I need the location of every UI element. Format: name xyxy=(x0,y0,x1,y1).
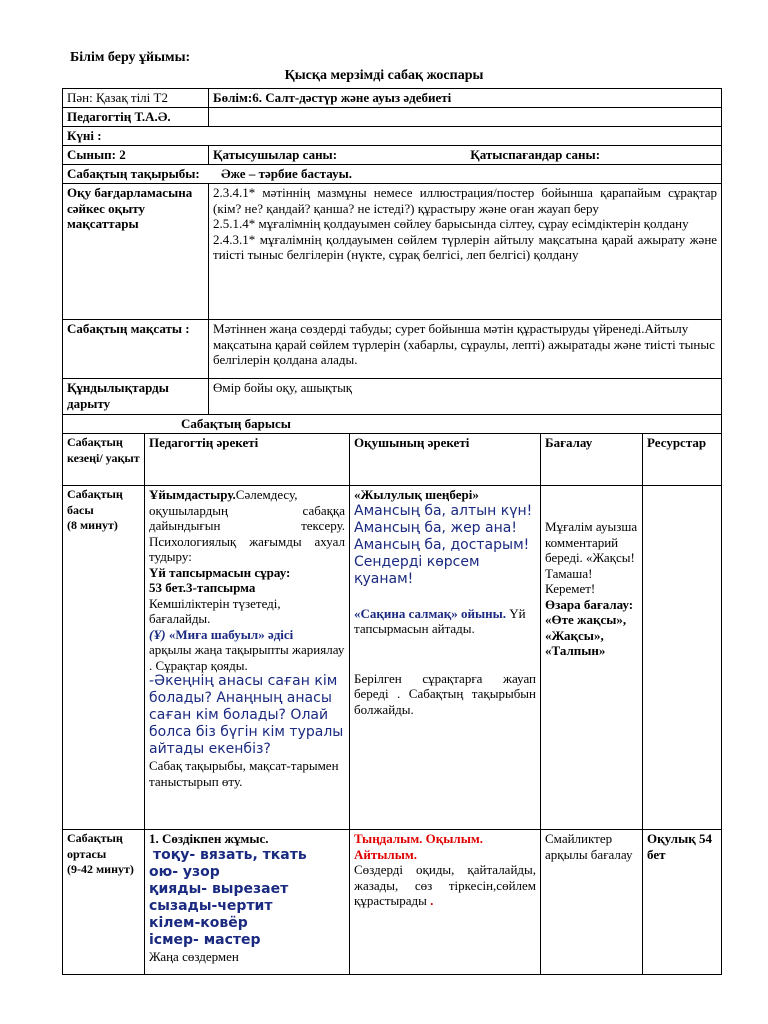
header-assessment: Бағалау xyxy=(541,434,643,486)
greeting-line: Амансың ба, жер ана! xyxy=(354,519,517,536)
grade-label: Сынып: 2 xyxy=(63,146,209,165)
header-stage: Сабақтың кезеңі/ уақыт xyxy=(63,434,145,486)
skills-heading: Тыңдалым. Оқылым. xyxy=(354,831,483,846)
goal-text: Мәтіннен жаңа сөздерді табуды; сурет бойынша мәтін құрастыруды үйренеді.Айтылу мақсатына қарай сөйлем түрлерін (хабарлы, сұраулы, лепті) ажыратады және тиісті тыныс белгілерін қолдана алады. xyxy=(209,320,722,379)
section-cell: Бөлім:6. Салт-дәстүр және ауыз әдебиеті xyxy=(209,89,722,108)
objectives-list xyxy=(209,184,722,320)
stage-start-time: (8 минут) xyxy=(67,518,118,532)
lesson-plan-table xyxy=(62,88,722,975)
vocab-word: ою- узор xyxy=(149,863,220,880)
stage-start-name: Сабақтың басы xyxy=(67,487,123,517)
values-label: Құндылықтарды дарыту xyxy=(63,379,209,415)
objectives-label: Оқу бағдарламасына сәйкес оқыту мақсаттары xyxy=(63,184,209,320)
student-vocab-text: Сөздерді оқиды, қайталайды, жазады, сөз тіркесін,сөйлем құрастырады xyxy=(354,862,537,908)
peer-assessment-scale: «Өте жақсы», «Жақсы», «Талпын» xyxy=(545,612,627,658)
greeting-line: Амансың ба, алтын күн! xyxy=(354,502,533,519)
stage-middle-name: Сабақтың ортасы xyxy=(67,831,123,861)
peer-assessment-heading: Өзара бағалау: xyxy=(545,596,634,612)
header-teacher-action: Педагогтің әрекеті xyxy=(145,434,350,486)
teacher-question: -Әкеңнің анасы саған кім болады? Анаңның анасы саған кім болады? Олай болса біз бүгін кім туралы айтады екенбіз? xyxy=(149,673,344,757)
vocab-word: қияды- вырезает xyxy=(149,880,289,897)
page-title: Қысқа мерзімді сабақ жоспары xyxy=(284,68,484,83)
homework-heading: Үй тапсырмасын сұрау: xyxy=(149,564,291,580)
greeting-line: Амансың ба, достарым! xyxy=(354,536,530,553)
topic-value: Әже – тәрбие бастауы. xyxy=(220,166,353,181)
vocab-word: тоқу- вязать, ткать xyxy=(153,846,307,863)
stage-middle-student xyxy=(350,830,541,975)
objective-item: 2.5.1.4* мұғалімнің қолдауымен сөйлеу барысында сілтеу, сұрау есімдіктерін қолдану xyxy=(213,216,689,231)
vocab-word: ісмер- мастер xyxy=(149,931,261,948)
stage-middle-time: (9-42 минут) xyxy=(67,862,134,876)
teacher-name-value xyxy=(209,108,722,127)
greeting-line: Сендерді көрсем қуанам! xyxy=(354,553,480,587)
teacher-name-label: Педагогтің Т.А.Ә. xyxy=(63,108,209,127)
stage-start-assessment xyxy=(541,486,643,830)
objective-item: 2.4.3.1* мұғалімнің қолдауымен сөйлем түрлерін айтылу мақсатына қарай ажырату және тиісті тыныс белгілерін (нүкте, сұрақ белгісі, леп белгісі) қолдану xyxy=(213,231,718,262)
method-code: (Ұ) xyxy=(149,626,166,642)
ring-game-title: «Сақина салмақ» ойыны. xyxy=(354,605,506,621)
stage-middle-resources: Оқулық 54 бет xyxy=(643,830,722,975)
attendance-cell xyxy=(209,146,722,165)
lesson-progress-title: Сабақтың барысы xyxy=(63,415,722,434)
ring-game-text: Үй тапсырмасын айтады. xyxy=(354,605,526,636)
student-answer-text: Берілген сұрақтарға жауап береді . Сабақтың тақырыбын болжайды. xyxy=(354,670,537,717)
objective-item: 2.3.4.1* мәтіннің мазмұны немесе иллюстрация/постер бойынша қарапайым сұрақтар (кім? не? қандай? қанша? не істеді?) құрастыру және оған жауап беру xyxy=(213,185,718,216)
topic-row xyxy=(63,165,722,184)
stage-start-resources xyxy=(643,486,722,830)
method-name: «Миға шабуыл» әдісі xyxy=(168,626,294,642)
homework-text: Кемшіліктерін түзетеді, бағалайды. xyxy=(149,595,281,626)
new-words-text: Жаңа сөздермен xyxy=(149,948,239,964)
stage-start-teacher xyxy=(145,486,350,830)
stage-middle-teacher xyxy=(145,830,350,975)
organization-label: Білім беру ұйымы: xyxy=(70,50,191,65)
stage-start-cell xyxy=(63,486,145,830)
date-label: Күні : xyxy=(63,127,722,146)
vocab-number: 1. xyxy=(149,831,159,846)
circle-activity-title: «Жылулық шеңбері» xyxy=(354,487,479,502)
stage-middle-cell xyxy=(63,830,145,975)
header-student-action: Оқушының әрекеті xyxy=(350,434,541,486)
topic-intro-text: Сабақ тақырыбы, мақсат-тарымен таныстырып өту. xyxy=(149,758,339,789)
present-count-label: Қатысушылар саны: xyxy=(213,147,338,162)
teacher-comment-text: Мұғалім ауызша комментарий береді. «Жақсы! Тамаша! Керемет! xyxy=(545,519,638,596)
absent-count-label: Қатыспағандар саны: xyxy=(470,147,601,162)
vocab-word: кілем-ковёр xyxy=(149,914,248,931)
speaking-heading: Айтылым. xyxy=(354,846,417,862)
topic-label: Сабақтың тақырыбы: xyxy=(67,166,200,181)
org-text: Сәлемдесу, оқушылардың сабаққа дайындығын тексеру. Психологиялық жағымды ахуал тудыру: xyxy=(149,487,346,564)
stage-middle-assessment: Смайликтер арқылы бағалау xyxy=(541,830,643,975)
trailing-dot: . xyxy=(430,893,434,908)
values-text: Өмір бойы оқу, ашықтық xyxy=(209,379,722,415)
org-heading: Ұйымдастыру. xyxy=(149,487,236,502)
stage-start-student xyxy=(350,486,541,830)
vocab-word: сызады-чертит xyxy=(149,897,273,914)
method-text: арқылы жаңа тақырыпты жариялау . Сұрақтар қояды. xyxy=(149,642,345,673)
goal-label: Сабақтың мақсаты : xyxy=(63,320,209,379)
vocab-heading: Сөздікпен жұмыс. xyxy=(162,831,269,846)
header-resources: Ресурстар xyxy=(643,434,722,486)
homework-page: 53 бет.3-тапсырма xyxy=(149,580,256,595)
subject-cell: Пән: Қазақ тілі Т2 xyxy=(63,89,209,108)
